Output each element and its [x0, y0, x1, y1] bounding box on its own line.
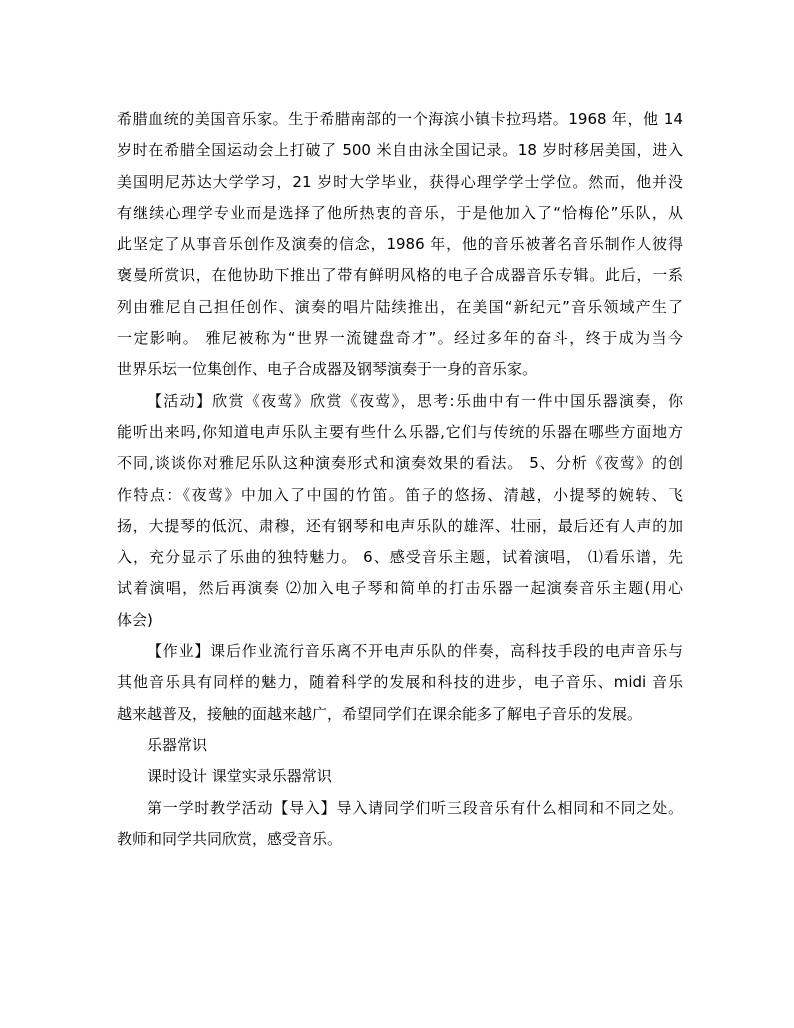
text-line: 世界乐坛一位集创作、电子合成器及钢琴演奏于一身的音乐家。	[117, 360, 538, 379]
text-line: 希腊血统的美国音乐家。生于希腊南部的一个海滨小镇卡拉玛塔。1968 年，他 14	[117, 110, 683, 128]
paragraph-first-lesson	[117, 793, 683, 856]
paragraph-instrument-knowledge-heading	[117, 730, 683, 761]
paragraph-activity	[117, 386, 683, 636]
text-line: 一定影响。 雅尼被称为“世界一流键盘奇才”。经过多年的奋斗，终于成为当今	[117, 329, 683, 348]
document-body	[117, 104, 683, 855]
text-line: 美国明尼苏达大学学习，21 岁时大学毕业，获得心理学学士学位。然而，他并没	[117, 172, 683, 191]
text-line: 课时设计 课堂实录乐器常识	[147, 767, 332, 786]
text-line: 教师和同学共同欣赏，感受音乐。	[117, 829, 343, 848]
text-line: 入，充分显示了乐曲的独特魅力。 6、感受音乐主题，试着演唱， ⑴看乐谱，先	[117, 548, 683, 567]
text-line: 【作业】课后作业流行音乐离不开电声乐队的伴奏，高科技手段的电声音乐与	[147, 642, 683, 661]
text-line: 越来越普及，接触的面越来越广，希望同学们在课余能多了解电子音乐的发展。	[117, 704, 643, 723]
text-line: 【活动】欣赏《夜莺》欣赏《夜莺》，思考:乐曲中有一件中国乐器演奏，你	[147, 391, 683, 410]
text-line: 此坚定了从事音乐创作及演奏的信念，1986 年，他的音乐被著名音乐制作人彼得	[117, 235, 683, 254]
text-line: 体会)	[117, 610, 153, 629]
paragraph-yanni-biography	[117, 104, 683, 386]
paragraph-lesson-design	[117, 761, 683, 792]
text-line: 乐器常识	[147, 735, 208, 754]
paragraph-homework	[117, 636, 683, 730]
text-line: 试着演唱，然后再演奏 ⑵加入电子琴和简单的打击乐器一起演奏音乐主题(用心	[117, 579, 683, 598]
text-line: 能听出来吗,你知道电声乐队主要有些什么乐器,它们与传统的乐器在哪些方面地方	[117, 422, 683, 441]
text-line: 扬，大提琴的低沉、肃穆，还有钢琴和电声乐队的雄浑、壮丽，最后还有人声的加	[117, 516, 683, 535]
text-line: 褒曼所赏识，在他协助下推出了带有鲜明风格的电子合成器音乐专辑。此后，一系	[117, 266, 683, 285]
text-line: 作特点：《夜莺》中加入了中国的竹笛。笛子的悠扬、清越，小提琴的婉转、飞	[117, 485, 683, 504]
text-line: 其他音乐具有同样的魅力，随着科学的发展和科技的进步，电子音乐、midi 音乐	[117, 673, 683, 692]
text-line: 有继续心理学专业而是选择了他所热衷的音乐，于是他加入了“恰梅伦”乐队，从	[117, 203, 683, 222]
text-line: 列由雅尼自己担任创作、演奏的唱片陆续推出，在美国“新纪元”音乐领域产生了	[117, 297, 683, 316]
text-line: 岁时在希腊全国运动会上打破了 500 米自由泳全国记录。18 岁时移居美国，进入	[117, 141, 683, 160]
text-line: 不同,谈谈你对雅尼乐队这种演奏形式和演奏效果的看法。 5、分析《夜莺》的创	[117, 454, 683, 473]
text-line: 第一学时教学活动【导入】导入请同学们听三段音乐有什么相同和不同之处。	[147, 798, 683, 817]
